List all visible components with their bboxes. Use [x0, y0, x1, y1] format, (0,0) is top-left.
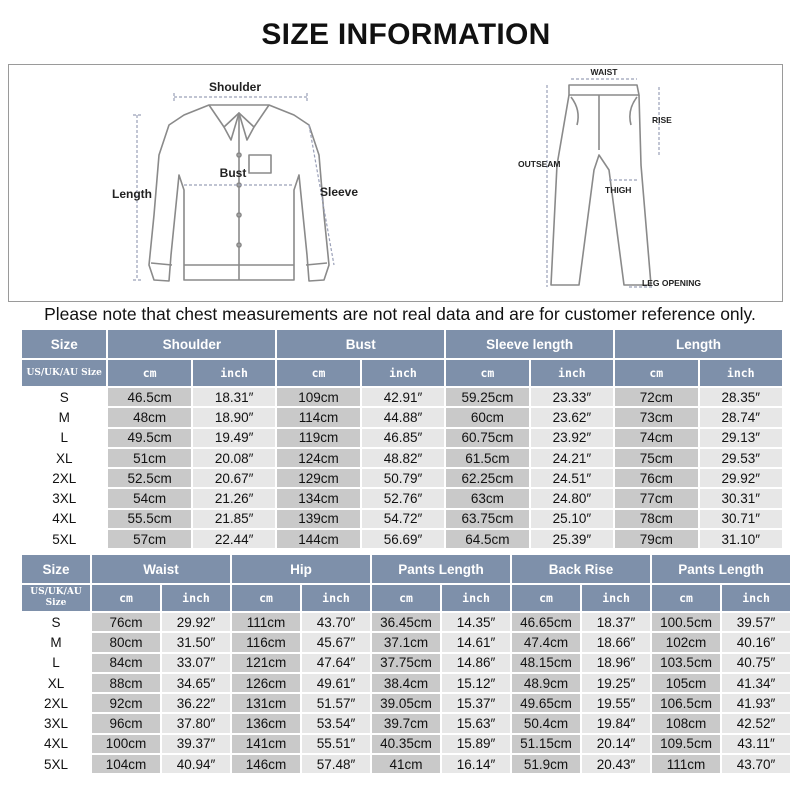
inch-value-cell: 39.57″ [722, 613, 790, 631]
shirt-diagram [149, 105, 329, 281]
cm-value-cell: 131cm [232, 694, 300, 712]
cm-value-cell: 49.65cm [512, 694, 580, 712]
bottom-table-body [22, 613, 790, 773]
pants-diagram [551, 85, 651, 285]
table-row [22, 613, 790, 631]
top-size-table [20, 328, 784, 550]
top-table-body [22, 388, 782, 548]
inch-value-cell: 53.54″ [302, 714, 370, 732]
cm-value-cell: 105cm [652, 674, 720, 692]
cm-value-cell: 78cm [615, 510, 697, 528]
cm-value-cell: 48.15cm [512, 654, 580, 672]
inch-value-cell: 40.75″ [722, 654, 790, 672]
inch-value-cell: 25.10″ [531, 510, 613, 528]
cm-value-cell: 88cm [92, 674, 160, 692]
top-table-header-row [22, 330, 782, 358]
unit-inch: inch [362, 360, 444, 386]
cm-value-cell: 106.5cm [652, 694, 720, 712]
table-row [22, 388, 782, 406]
table-row [22, 408, 782, 426]
cm-value-cell: 40.35cm [372, 735, 440, 753]
cm-value-cell: 48.9cm [512, 674, 580, 692]
inch-value-cell: 37.80″ [162, 714, 230, 732]
garment-diagrams [9, 65, 782, 301]
cm-value-cell: 76cm [615, 469, 697, 487]
pants-leg-opening-label: LEG OPENING [642, 278, 702, 288]
unit-cm: cm [92, 585, 160, 611]
table-row [22, 429, 782, 447]
cm-value-cell: 80cm [92, 633, 160, 651]
inch-value-cell: 18.96″ [582, 654, 650, 672]
cm-value-cell: 39.7cm [372, 714, 440, 732]
group-header-hip: Hip [232, 555, 370, 583]
cm-value-cell: 63.75cm [446, 510, 528, 528]
cm-value-cell: 119cm [277, 429, 359, 447]
cm-value-cell: 47.4cm [512, 633, 580, 651]
bottom-table-header-row [22, 555, 790, 583]
inch-value-cell: 24.21″ [531, 449, 613, 467]
table-row [22, 489, 782, 507]
cm-value-cell: 108cm [652, 714, 720, 732]
garment-illustration-panel [8, 64, 783, 302]
inch-value-cell: 43.11″ [722, 735, 790, 753]
cm-value-cell: 116cm [232, 633, 300, 651]
group-header-shoulder: Shoulder [108, 330, 275, 358]
unit-inch: inch [722, 585, 790, 611]
unit-inch: inch [700, 360, 782, 386]
cm-value-cell: 38.4cm [372, 674, 440, 692]
cm-value-cell: 46.65cm [512, 613, 580, 631]
cm-value-cell: 141cm [232, 735, 300, 753]
cm-value-cell: 51.15cm [512, 735, 580, 753]
inch-value-cell: 19.25″ [582, 674, 650, 692]
cm-value-cell: 64.5cm [446, 530, 528, 548]
cm-value-cell: 72cm [615, 388, 697, 406]
cm-value-cell: 124cm [277, 449, 359, 467]
inch-value-cell: 19.49″ [193, 429, 275, 447]
inch-value-cell: 36.22″ [162, 694, 230, 712]
cm-value-cell: 96cm [92, 714, 160, 732]
inch-value-cell: 44.88″ [362, 408, 444, 426]
size-cell: M [22, 633, 90, 651]
cm-value-cell: 134cm [277, 489, 359, 507]
size-cell: 4XL [22, 735, 90, 753]
bottom-table-unit-row [22, 585, 790, 611]
unit-cm: cm [512, 585, 580, 611]
inch-value-cell: 39.37″ [162, 735, 230, 753]
group-header-length: Length [615, 330, 782, 358]
cm-value-cell: 55.5cm [108, 510, 190, 528]
unit-inch: inch [442, 585, 510, 611]
unit-cm: cm [277, 360, 359, 386]
pants-rise-label: RISE [652, 115, 672, 125]
cm-value-cell: 109cm [277, 388, 359, 406]
inch-value-cell: 41.34″ [722, 674, 790, 692]
size-cell: L [22, 429, 106, 447]
table-row [22, 674, 790, 692]
group-header-bust: Bust [277, 330, 444, 358]
cm-value-cell: 111cm [652, 755, 720, 773]
cm-value-cell: 111cm [232, 613, 300, 631]
reference-note: Please note that chest measurements are not real data and are for customer reference only. [44, 304, 756, 324]
cm-value-cell: 73cm [615, 408, 697, 426]
cm-value-cell: 121cm [232, 654, 300, 672]
inch-value-cell: 55.51″ [302, 735, 370, 753]
cm-value-cell: 74cm [615, 429, 697, 447]
pants-outseam-label: OUTSEAM [518, 159, 561, 169]
unit-inch: inch [531, 360, 613, 386]
inch-value-cell: 20.43″ [582, 755, 650, 773]
cm-value-cell: 75cm [615, 449, 697, 467]
cm-value-cell: 77cm [615, 489, 697, 507]
group-header-pants-length-2: Pants Length [652, 555, 790, 583]
unit-cm: cm [232, 585, 300, 611]
inch-value-cell: 22.44″ [193, 530, 275, 548]
inch-value-cell: 16.14″ [442, 755, 510, 773]
table-row [22, 633, 790, 651]
unit-size-label: US/UK/AU Size [22, 585, 90, 611]
page-title: SIZE INFORMATION [261, 18, 551, 51]
cm-value-cell: 144cm [277, 530, 359, 548]
size-cell: L [22, 654, 90, 672]
cm-value-cell: 41cm [372, 755, 440, 773]
size-cell: 2XL [22, 694, 90, 712]
inch-value-cell: 28.35″ [700, 388, 782, 406]
cm-value-cell: 76cm [92, 613, 160, 631]
inch-value-cell: 43.70″ [302, 613, 370, 631]
inch-value-cell: 18.66″ [582, 633, 650, 651]
cm-value-cell: 60cm [446, 408, 528, 426]
size-cell: 2XL [22, 469, 106, 487]
size-header: Size [22, 555, 90, 583]
cm-value-cell: 79cm [615, 530, 697, 548]
table-row [22, 714, 790, 732]
shirt-shoulder-label: Shoulder [208, 80, 262, 94]
inch-value-cell: 20.08″ [193, 449, 275, 467]
cm-value-cell: 46.5cm [108, 388, 190, 406]
inch-value-cell: 23.62″ [531, 408, 613, 426]
bottom-size-table [20, 553, 792, 775]
inch-value-cell: 30.71″ [700, 510, 782, 528]
inch-value-cell: 24.80″ [531, 489, 613, 507]
unit-size-label: US/UK/AU Size [22, 360, 106, 386]
size-cell: M [22, 408, 106, 426]
size-cell: XL [22, 674, 90, 692]
inch-value-cell: 30.31″ [700, 489, 782, 507]
cm-value-cell: 52.5cm [108, 469, 190, 487]
inch-value-cell: 29.53″ [700, 449, 782, 467]
inch-value-cell: 29.92″ [162, 613, 230, 631]
table-row [22, 449, 782, 467]
group-header-sleeve-length: Sleeve length [446, 330, 613, 358]
unit-inch: inch [193, 360, 275, 386]
shirt-sleeve-label: Sleeve [320, 185, 359, 199]
inch-value-cell: 42.52″ [722, 714, 790, 732]
inch-value-cell: 42.91″ [362, 388, 444, 406]
size-header: Size [22, 330, 106, 358]
inch-value-cell: 40.94″ [162, 755, 230, 773]
table-row [22, 530, 782, 548]
cm-value-cell: 54cm [108, 489, 190, 507]
cm-value-cell: 49.5cm [108, 429, 190, 447]
unit-inch: inch [162, 585, 230, 611]
inch-value-cell: 43.70″ [722, 755, 790, 773]
cm-value-cell: 37.1cm [372, 633, 440, 651]
cm-value-cell: 109.5cm [652, 735, 720, 753]
inch-value-cell: 29.13″ [700, 429, 782, 447]
inch-value-cell: 50.79″ [362, 469, 444, 487]
cm-value-cell: 39.05cm [372, 694, 440, 712]
group-header-waist: Waist [92, 555, 230, 583]
table-row [22, 654, 790, 672]
cm-value-cell: 60.75cm [446, 429, 528, 447]
cm-value-cell: 103.5cm [652, 654, 720, 672]
table-row [22, 469, 782, 487]
inch-value-cell: 20.14″ [582, 735, 650, 753]
inch-value-cell: 21.85″ [193, 510, 275, 528]
inch-value-cell: 51.57″ [302, 694, 370, 712]
size-cell: 3XL [22, 714, 90, 732]
inch-value-cell: 31.50″ [162, 633, 230, 651]
inch-value-cell: 46.85″ [362, 429, 444, 447]
inch-value-cell: 49.61″ [302, 674, 370, 692]
inch-value-cell: 14.35″ [442, 613, 510, 631]
cm-value-cell: 92cm [92, 694, 160, 712]
cm-value-cell: 114cm [277, 408, 359, 426]
table-row [22, 510, 782, 528]
inch-value-cell: 15.89″ [442, 735, 510, 753]
table-row [22, 735, 790, 753]
unit-cm: cm [652, 585, 720, 611]
inch-value-cell: 34.65″ [162, 674, 230, 692]
inch-value-cell: 15.12″ [442, 674, 510, 692]
inch-value-cell: 40.16″ [722, 633, 790, 651]
cm-value-cell: 59.25cm [446, 388, 528, 406]
inch-value-cell: 45.67″ [302, 633, 370, 651]
inch-value-cell: 41.93″ [722, 694, 790, 712]
group-header-back-rise: Back Rise [512, 555, 650, 583]
inch-value-cell: 25.39″ [531, 530, 613, 548]
cm-value-cell: 57cm [108, 530, 190, 548]
cm-value-cell: 146cm [232, 755, 300, 773]
inch-value-cell: 47.64″ [302, 654, 370, 672]
inch-value-cell: 23.92″ [531, 429, 613, 447]
size-cell: 5XL [22, 755, 90, 773]
inch-value-cell: 23.33″ [531, 388, 613, 406]
pants-waist-label: WAIST [590, 67, 618, 77]
cm-value-cell: 36.45cm [372, 613, 440, 631]
cm-value-cell: 139cm [277, 510, 359, 528]
inch-value-cell: 18.90″ [193, 408, 275, 426]
inch-value-cell: 52.76″ [362, 489, 444, 507]
table-row [22, 755, 790, 773]
inch-value-cell: 15.37″ [442, 694, 510, 712]
cm-value-cell: 129cm [277, 469, 359, 487]
unit-cm: cm [615, 360, 697, 386]
table-row [22, 694, 790, 712]
pants-thigh-label: THIGH [605, 185, 632, 195]
inch-value-cell: 18.31″ [193, 388, 275, 406]
inch-value-cell: 24.51″ [531, 469, 613, 487]
inch-value-cell: 29.92″ [700, 469, 782, 487]
size-cell: S [22, 388, 106, 406]
unit-cm: cm [446, 360, 528, 386]
cm-value-cell: 136cm [232, 714, 300, 732]
inch-value-cell: 21.26″ [193, 489, 275, 507]
unit-inch: inch [302, 585, 370, 611]
cm-value-cell: 51.9cm [512, 755, 580, 773]
inch-value-cell: 33.07″ [162, 654, 230, 672]
inch-value-cell: 56.69″ [362, 530, 444, 548]
inch-value-cell: 28.74″ [700, 408, 782, 426]
size-cell: 3XL [22, 489, 106, 507]
top-table-unit-row [22, 360, 782, 386]
cm-value-cell: 48cm [108, 408, 190, 426]
cm-value-cell: 37.75cm [372, 654, 440, 672]
size-cell: 5XL [22, 530, 106, 548]
inch-value-cell: 20.67″ [193, 469, 275, 487]
cm-value-cell: 51cm [108, 449, 190, 467]
size-cell: XL [22, 449, 106, 467]
inch-value-cell: 31.10″ [700, 530, 782, 548]
inch-value-cell: 57.48″ [302, 755, 370, 773]
shirt-length-label: Length [112, 187, 152, 201]
cm-value-cell: 126cm [232, 674, 300, 692]
cm-value-cell: 104cm [92, 755, 160, 773]
inch-value-cell: 54.72″ [362, 510, 444, 528]
cm-value-cell: 50.4cm [512, 714, 580, 732]
cm-value-cell: 62.25cm [446, 469, 528, 487]
inch-value-cell: 48.82″ [362, 449, 444, 467]
shirt-bust-label: Bust [219, 166, 247, 180]
unit-cm: cm [108, 360, 190, 386]
cm-value-cell: 102cm [652, 633, 720, 651]
group-header-pants-length: Pants Length [372, 555, 510, 583]
cm-value-cell: 100.5cm [652, 613, 720, 631]
cm-value-cell: 84cm [92, 654, 160, 672]
inch-value-cell: 19.84″ [582, 714, 650, 732]
inch-value-cell: 15.63″ [442, 714, 510, 732]
cm-value-cell: 63cm [446, 489, 528, 507]
size-cell: 4XL [22, 510, 106, 528]
inch-value-cell: 19.55″ [582, 694, 650, 712]
cm-value-cell: 61.5cm [446, 449, 528, 467]
inch-value-cell: 14.86″ [442, 654, 510, 672]
unit-inch: inch [582, 585, 650, 611]
cm-value-cell: 100cm [92, 735, 160, 753]
inch-value-cell: 18.37″ [582, 613, 650, 631]
size-cell: S [22, 613, 90, 631]
unit-cm: cm [372, 585, 440, 611]
inch-value-cell: 14.61″ [442, 633, 510, 651]
